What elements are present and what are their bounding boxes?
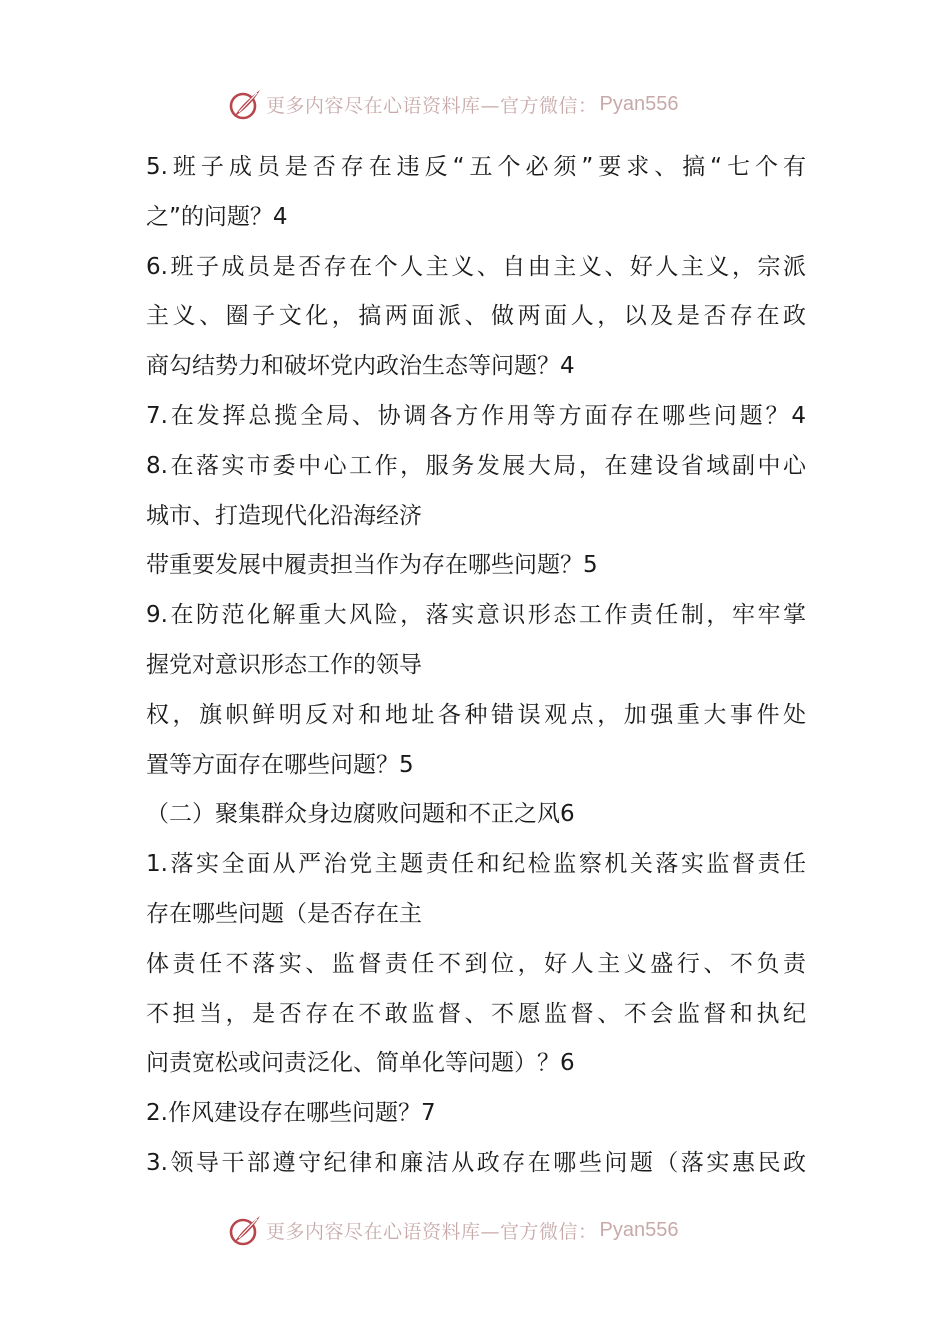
text-line: （二）聚集群众身边腐败问题和不正之风6 <box>146 801 575 828</box>
text-line: 商勾结势力和破坏党内政治生态等问题？4 <box>146 353 575 380</box>
footer-watermark <box>228 1210 678 1250</box>
header-watermark <box>228 84 678 124</box>
text-line: 存在哪些问题（是否存在主 <box>146 900 422 927</box>
text-line: 7.在发挥总揽全局、协调各方作用等方面存在哪些问题？4 <box>146 402 806 429</box>
watermark-wechat-id: Pyan556 <box>599 92 679 115</box>
text-line: 主义、圈子文化，搞两面派、做两面人，以及是否存在政 <box>146 303 806 330</box>
text-line: 2.作风建设存在哪些问题？7 <box>146 1100 436 1127</box>
text-line: 8.在落实市委中心工作，服务发展大局，在建设省域副中心 <box>146 452 806 479</box>
text-line: 权，旗帜鲜明反对和地址各种错误观点，加强重大事件处 <box>146 701 806 728</box>
watermark-text: 更多内容尽在心语资料库—官方微信： <box>266 94 598 117</box>
text-line: 置等方面存在哪些问题？5 <box>146 751 414 778</box>
text-line: 带重要发展中履责担当作为存在哪些问题？5 <box>146 552 598 579</box>
watermark-wechat-id: Pyan556 <box>599 1218 679 1241</box>
text-line: 之”的问题？4 <box>146 203 288 230</box>
quill-logo-icon <box>228 1213 262 1247</box>
text-line: 6.班子成员是否存在个人主义、自由主义、好人主义，宗派 <box>146 253 806 280</box>
text-line: 问责宽松或问责泛化、简单化等问题）？6 <box>146 1050 575 1077</box>
text-line: 城市、打造现代化沿海经济 <box>146 502 422 529</box>
text-line: 3.领导干部遵守纪律和廉洁从政存在哪些问题（落实惠民政 <box>146 1149 806 1176</box>
text-line: 9.在防范化解重大风险，落实意识形态工作责任制，牢牢掌 <box>146 602 806 629</box>
quill-logo-icon <box>228 87 262 121</box>
text-line: 体责任不落实、监督责任不到位，好人主义盛行、不负责 <box>146 950 806 977</box>
text-line: 5.班子成员是否存在违反“五个必须”要求、搞“七个有 <box>146 154 806 180</box>
text-line: 握党对意识形态工作的领导 <box>146 651 422 678</box>
watermark-text: 更多内容尽在心语资料库—官方微信： <box>266 1220 598 1243</box>
text-line: 1.落实全面从严治党主题责任和纪检监察机关落实监督责任 <box>146 851 806 878</box>
text-line: 不担当，是否存在不敢监督、不愿监督、不会监督和执纪 <box>146 1000 806 1027</box>
document-body <box>146 143 806 1189</box>
